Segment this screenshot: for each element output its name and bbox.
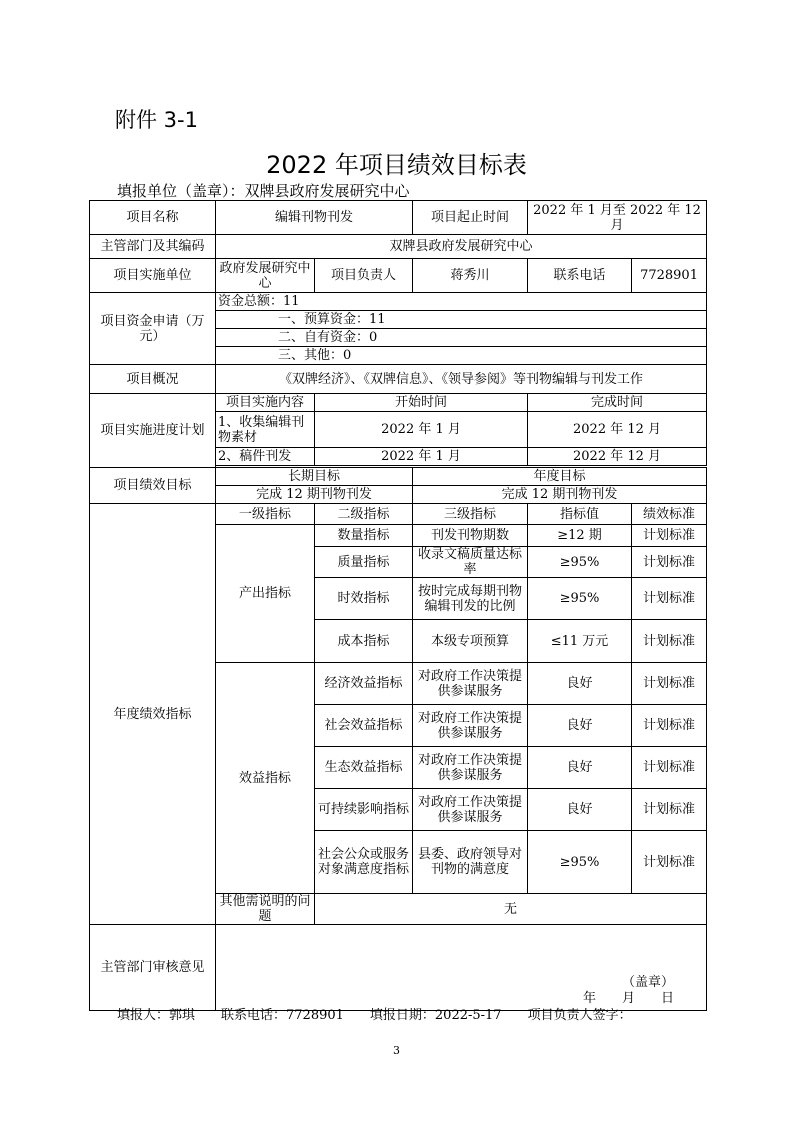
schedule-content: 1、收集编辑刊物素材 xyxy=(216,412,315,448)
schedule-header-end: 完成时间 xyxy=(528,394,707,412)
leader-label: 项目负责人 xyxy=(315,259,413,293)
indicator-l2: 社会效益指标 xyxy=(315,705,413,747)
indicator-l2: 成本指标 xyxy=(315,620,413,663)
department: 双牌县政府发展研究中心 xyxy=(216,235,707,259)
schedule-start: 2022 年 1 月 xyxy=(315,412,528,448)
leader: 蒋秀川 xyxy=(413,259,528,293)
indicator-header-l1: 一级指标 xyxy=(216,504,315,525)
project-name-label: 项目名称 xyxy=(90,201,216,235)
indicator-l2: 经济效益指标 xyxy=(315,663,413,705)
indicator-l3: 刊发刊物期数 xyxy=(413,525,528,547)
annual-indicators-label: 年度绩效指标 xyxy=(90,504,216,925)
overview-text: 《双牌经济》、《双牌信息》、《领导参阅》等刊物编辑与刊发工作 xyxy=(216,365,707,394)
attachment-number: 附件 3-1 xyxy=(115,108,198,132)
indicator-l2: 数量指标 xyxy=(315,525,413,547)
review-date: 年 月 日 xyxy=(583,991,675,1006)
indicator-standard: 计划标准 xyxy=(632,547,707,578)
phone-label: 联系电话 xyxy=(528,259,632,293)
review-label: 主管部门审核意见 xyxy=(90,925,216,1011)
funds-own: 二、自有资金：0 xyxy=(216,329,707,347)
indicator-l3: 对政府工作决策提供参谋服务 xyxy=(413,705,528,747)
schedule-start: 2022 年 1 月 xyxy=(315,448,528,466)
indicator-value: 良好 xyxy=(528,705,632,747)
indicator-l2: 可持续影响指标 xyxy=(315,789,413,831)
indicator-value: 良好 xyxy=(528,747,632,789)
indicator-value: 良好 xyxy=(528,663,632,705)
indicator-l3: 对政府工作决策提供参谋服务 xyxy=(413,789,528,831)
project-name: 编辑刊物刊发 xyxy=(216,201,413,235)
annual-goal: 完成 12 期刊物刊发 xyxy=(413,486,707,504)
footer-signature-line: 填报人：郭琪 联系电话：7728901 填报日期：2022-5-17 项目负责人签字： xyxy=(117,1008,632,1023)
indicator-value: ≥95% xyxy=(528,547,632,578)
indicator-l3: 本级专项预算 xyxy=(413,620,528,663)
long-term-goal-label: 长期目标 xyxy=(216,468,413,486)
funds-label: 项目资金申请（万元） xyxy=(90,293,216,365)
long-term-goal: 完成 12 期刊物刊发 xyxy=(216,486,413,504)
funds-budget: 一、预算资金：11 xyxy=(216,311,707,329)
indicator-value: 良好 xyxy=(528,789,632,831)
annual-goal-label: 年度目标 xyxy=(413,468,707,486)
other-issues-label: 其他需说明的问题 xyxy=(216,894,315,925)
indicator-standard: 计划标准 xyxy=(632,620,707,663)
schedule-header-start: 开始时间 xyxy=(315,394,528,412)
indicator-value: ≤11 万元 xyxy=(528,620,632,663)
row-department xyxy=(90,235,707,259)
indicator-header-l2: 二级指标 xyxy=(315,504,413,525)
benefit-indicators-label: 效益指标 xyxy=(216,663,315,894)
phone: 7728901 xyxy=(632,259,707,293)
indicator-l2: 质量指标 xyxy=(315,547,413,578)
indicator-l3: 县委、政府领导对刊物的满意度 xyxy=(413,831,528,894)
seal-placeholder: （盖章） xyxy=(622,975,675,990)
indicator-standard: 计划标准 xyxy=(632,789,707,831)
department-label: 主管部门及其编码 xyxy=(90,235,216,259)
indicator-l3: 按时完成每期刊物编辑刊发的比例 xyxy=(413,578,528,620)
indicator-value: ≥95% xyxy=(528,831,632,894)
page-title: 2022 年项目绩效目标表 xyxy=(266,151,527,179)
overview-label: 项目概况 xyxy=(90,365,216,394)
indicator-l2: 社会公众或服务对象满意度指标 xyxy=(315,831,413,894)
indicator-header-standard: 绩效标准 xyxy=(632,504,707,525)
indicator-standard: 计划标准 xyxy=(632,705,707,747)
output-indicators-label: 产出指标 xyxy=(216,525,315,663)
indicator-header-l3: 三级指标 xyxy=(413,504,528,525)
row-implementation xyxy=(90,259,707,293)
project-period: 2022 年 1 月至 2022 年 12 月 xyxy=(528,201,707,235)
indicator-l3: 对政府工作决策提供参谋服务 xyxy=(413,747,528,789)
indicator-header-value: 指标值 xyxy=(528,504,632,525)
period-label: 项目起止时间 xyxy=(413,201,528,235)
indicator-value: ≥12 期 xyxy=(528,525,632,547)
indicator-l3: 收录文稿质量达标率 xyxy=(413,547,528,578)
indicator-standard: 计划标准 xyxy=(632,663,707,705)
indicator-standard: 计划标准 xyxy=(632,747,707,789)
schedule-end: 2022 年 12 月 xyxy=(528,412,707,448)
schedule-header-content: 项目实施内容 xyxy=(216,394,315,412)
funds-other: 三、其他：0 xyxy=(216,347,707,365)
performance-table xyxy=(89,200,707,1011)
schedule-end: 2022 年 12 月 xyxy=(528,448,707,466)
page-number: 3 xyxy=(393,1044,400,1057)
indicator-standard: 计划标准 xyxy=(632,578,707,620)
row-project-name xyxy=(90,201,707,235)
schedule-content: 2、稿件刊发 xyxy=(216,448,315,466)
other-issues: 无 xyxy=(315,894,707,925)
indicator-standard: 计划标准 xyxy=(632,831,707,894)
indicator-l3: 对政府工作决策提供参谋服务 xyxy=(413,663,528,705)
funds-total: 资金总额：11 xyxy=(216,293,707,311)
filler-unit: 填报单位（盖章）：双牌县政府发展研究中心 xyxy=(117,182,410,200)
goals-label: 项目绩效目标 xyxy=(90,468,216,504)
impl-unit-label: 项目实施单位 xyxy=(90,259,216,293)
schedule-label: 项目实施进度计划 xyxy=(90,394,216,468)
indicator-standard: 计划标准 xyxy=(632,525,707,547)
indicator-l2: 时效指标 xyxy=(315,578,413,620)
indicator-value: ≥95% xyxy=(528,578,632,620)
indicator-l2: 生态效益指标 xyxy=(315,747,413,789)
impl-unit: 政府发展研究中心 xyxy=(216,259,315,293)
